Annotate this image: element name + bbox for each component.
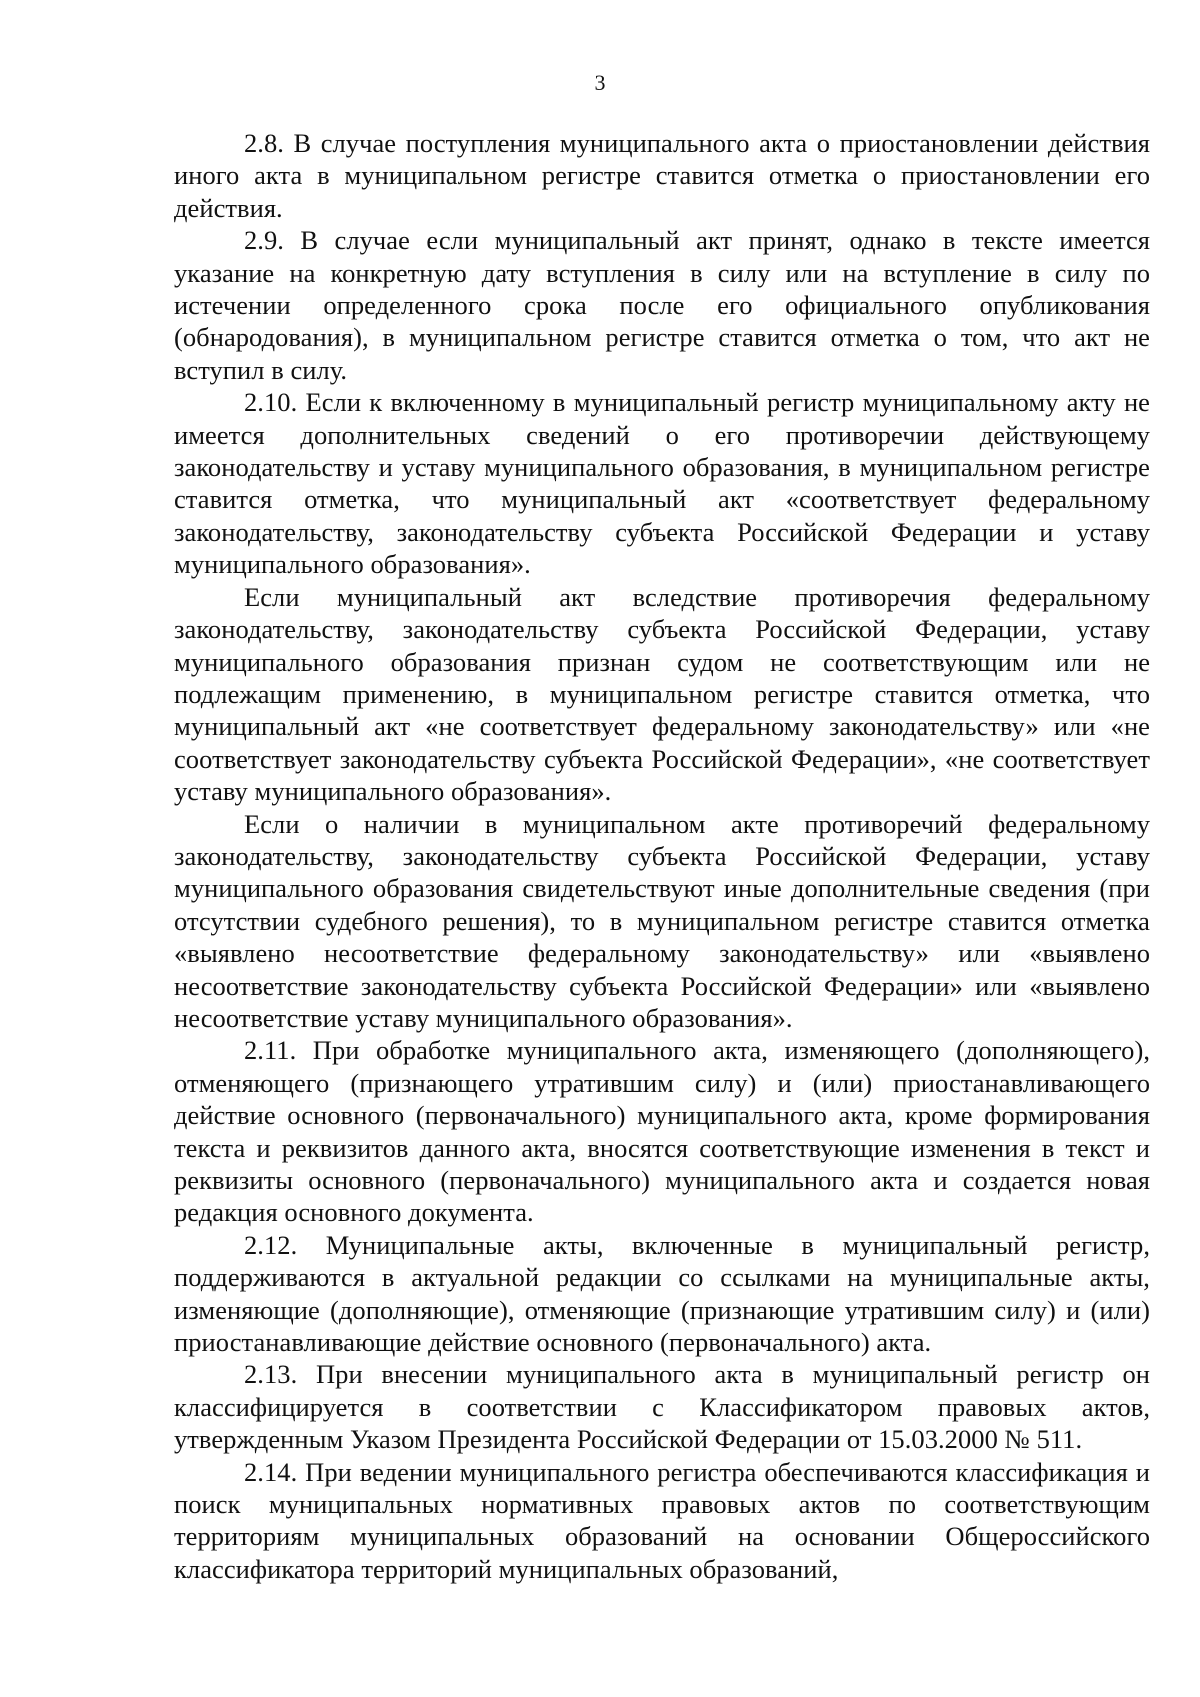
paragraph-2-11: 2.11. При обработке муниципального акта, изменяющего (дополняющего), отменяющего (признающего утратившим силу) и (или) приостанавливающего действие основного (первоначального) муниципального акта, кроме формирования текста и реквизитов данного акта, вносятся соответствующие изменения в текст и реквизиты основного (первоначального) муниципального акта и создается новая редакция основного документа.: [174, 1035, 1150, 1228]
paragraph-2-13: 2.13. При внесении муниципального акта в муниципальный регистр он классифицируется в соответствии с Классификатором правовых актов, утвержденным Указом Президента Российской Федерации от 15.03.2000 № 511.: [174, 1359, 1150, 1455]
page-number: 3: [594, 70, 606, 95]
paragraph-2-12: 2.12. Муниципальные акты, включенные в муниципальный регистр, поддерживаются в актуальной редакции со ссылками на муниципальные акты, изменяющие (дополняющие), отменяющие (признающие утратившим силу) и (или) приостанавливающие действие основного (первоначального) акта.: [174, 1229, 1150, 1358]
paragraph-2-14: 2.14. При ведении муниципального регистра обеспечиваются классификация и поиск муниципальных нормативных правовых актов по соответствующим территориям муниципальных образований на основании Общероссийского классификатора территорий муниципальных образований,: [174, 1456, 1150, 1584]
paragraph-2-10-other-inconsistency: Если о наличии в муниципальном акте противоречий федеральному законодательству, законодательству субъекта Российской Федерации, уставу муниципального образования свидетельствуют иные дополнительные сведения (при отсутствии судебного решения), то в муниципальном регистре ставится отметка «выявлено несоответствие федеральному законодательству» или «выявлено несоответствие законодательству субъекта Российской Федерации» или «выявлено несоответствие уставу муниципального образования».: [174, 808, 1150, 1033]
document-body: [174, 127, 1150, 1585]
paragraph-2-10: 2.10. Если к включенному в муниципальный регистр муниципальному акту не имеется дополнительных сведений о его противоречии действующему законодательству и уставу муниципального образования, в муниципальном регистре ставится отметка, что муниципальный акт «соответствует федеральному законодательству, законодательству субъекта Российской Федерации и уставу муниципального образования».: [174, 387, 1150, 580]
paragraph-2-10-court-inconsistency: Если муниципальный акт вследствие противоречия федеральному законодательству, законодательству субъекта Российской Федерации, уставу муниципального образования признан судом не соответствующим или не подлежащим применению, в муниципальном регистре ставится отметка, что муниципальный акт «не соответствует федеральному законодательству» или «не соответствует законодательству субъекта Российской Федерации», «не соответствует уставу муниципального образования».: [174, 581, 1150, 807]
paragraph-2-8: 2.8. В случае поступления муниципального акта о приостановлении действия иного акта в муниципальном регистре ставится отметка о приостановлении его действия.: [174, 128, 1150, 223]
paragraph-2-9: 2.9. В случае если муниципальный акт принят, однако в тексте имеется указание на конкретную дату вступления в силу или на вступление в силу по истечении определенного срока после его официального опубликования (обнародования), в муниципальном регистре ставится отметка о том, что акт не вступил в силу.: [174, 225, 1150, 385]
